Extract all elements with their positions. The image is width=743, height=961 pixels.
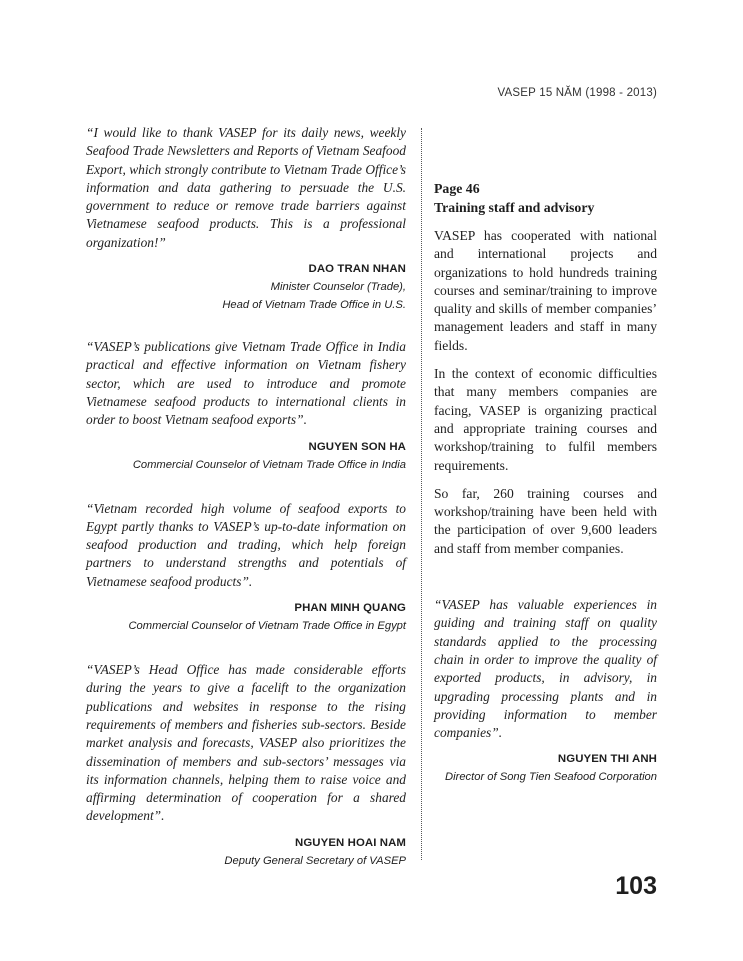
testimonial-3	[86, 500, 406, 635]
body-paragraph: VASEP has cooperated with national and international projects and organizations to hold hundreds training courses and seminar/training to improve quality and skills of member companies’ management leaders and staff in many fields.	[434, 228, 657, 353]
body-paragraph: In the context of economic difficulties that many members companies are facing, VASEP is organizing practical and appropriate training courses and workshop/training to fulfil members requirements.	[434, 366, 657, 473]
page-reference: Page 46	[434, 181, 480, 196]
testimonial-role: Minister Counselor (Trade),	[270, 281, 406, 294]
testimonial-role: Director of Song Tien Seafood Corporation	[445, 771, 657, 784]
page-number: 103	[615, 872, 657, 900]
testimonial-quote: “I would like to thank VASEP for its daily news, weekly Seafood Trade Newsletters and Reports of Vietnam Seafood Export, which strongly contribute to Vietnam Trade Office’s information and data gathering to persuade the U.S. government to reduce or remove trade barriers against Vietnamese seafood products. This is a professional organization!”	[86, 125, 406, 250]
testimonial-author: DAO TRAN NHAN	[308, 263, 406, 276]
section-title: Training staff and advisory	[434, 199, 595, 215]
testimonial-author: PHAN MINH QUANG	[294, 602, 406, 615]
left-column	[86, 124, 406, 870]
testimonial-role: Deputy General Secretary of VASEP	[224, 854, 406, 867]
testimonial-4	[86, 661, 406, 870]
right-column	[434, 128, 657, 786]
testimonial-attribution	[434, 750, 657, 786]
testimonial-quote: “Vietnam recorded high volume of seafood exports to Egypt partly thanks to VASEP’s up-to-date information on seafood production and trading, which help foreign partners to understand strengths and potentials of Vietnamese seafood products”.	[86, 500, 406, 589]
testimonial-attribution	[86, 599, 406, 635]
testimonial-quote: “VASEP’s publications give Vietnam Trade Office in India practical and effective information on Vietnam fishery sector, which are used to introduce and promote Vietnamese seafood products to international clients in order to boost Vietnam seafood exports”.	[86, 339, 406, 428]
testimonial-author: NGUYEN SON HA	[308, 440, 406, 453]
testimonial-role: Head of Vietnam Trade Office in U.S.	[222, 299, 406, 312]
testimonial-author: NGUYEN THI ANH	[557, 753, 657, 766]
testimonial-attribution	[86, 260, 406, 314]
section-heading	[434, 180, 657, 217]
running-header: VASEP 15 NĂM (1998 - 2013)	[497, 87, 657, 99]
testimonial-quote: “VASEP has valuable experiences in guiding and training staff on quality standards applied to the processing chain in order to improve the quality of exported products, in advisory, in upgrading processing plants and in providing information to member companies”.	[434, 597, 657, 741]
testimonial-attribution	[86, 834, 406, 870]
testimonial-2	[86, 338, 406, 473]
testimonial-quote: “VASEP’s Head Office has made considerable efforts during the years to give a facelift to the organization publications and websites in response to the rising requirements of members and fisheries sub-sectors. Beside market analysis and forecasts, VASEP also prioritizes the dissemination of members and sub-sectors’ messages via its information channels, helping them to raise voice and affirming determination of cooperation for a shared development”.	[86, 662, 406, 824]
testimonial-role: Commercial Counselor of Vietnam Trade Office in India	[132, 458, 406, 471]
testimonial-author: NGUYEN HOAI NAM	[295, 836, 406, 849]
testimonial-role: Commercial Counselor of Vietnam Trade Office in Egypt	[128, 620, 406, 633]
testimonial-1	[86, 124, 406, 314]
column-divider	[421, 128, 422, 860]
testimonial-5	[434, 596, 657, 786]
body-paragraph: So far, 260 training courses and workshop/training have been held with the participation of over 9,600 leaders and staff from member companies.	[434, 485, 657, 556]
testimonial-attribution	[86, 438, 406, 474]
